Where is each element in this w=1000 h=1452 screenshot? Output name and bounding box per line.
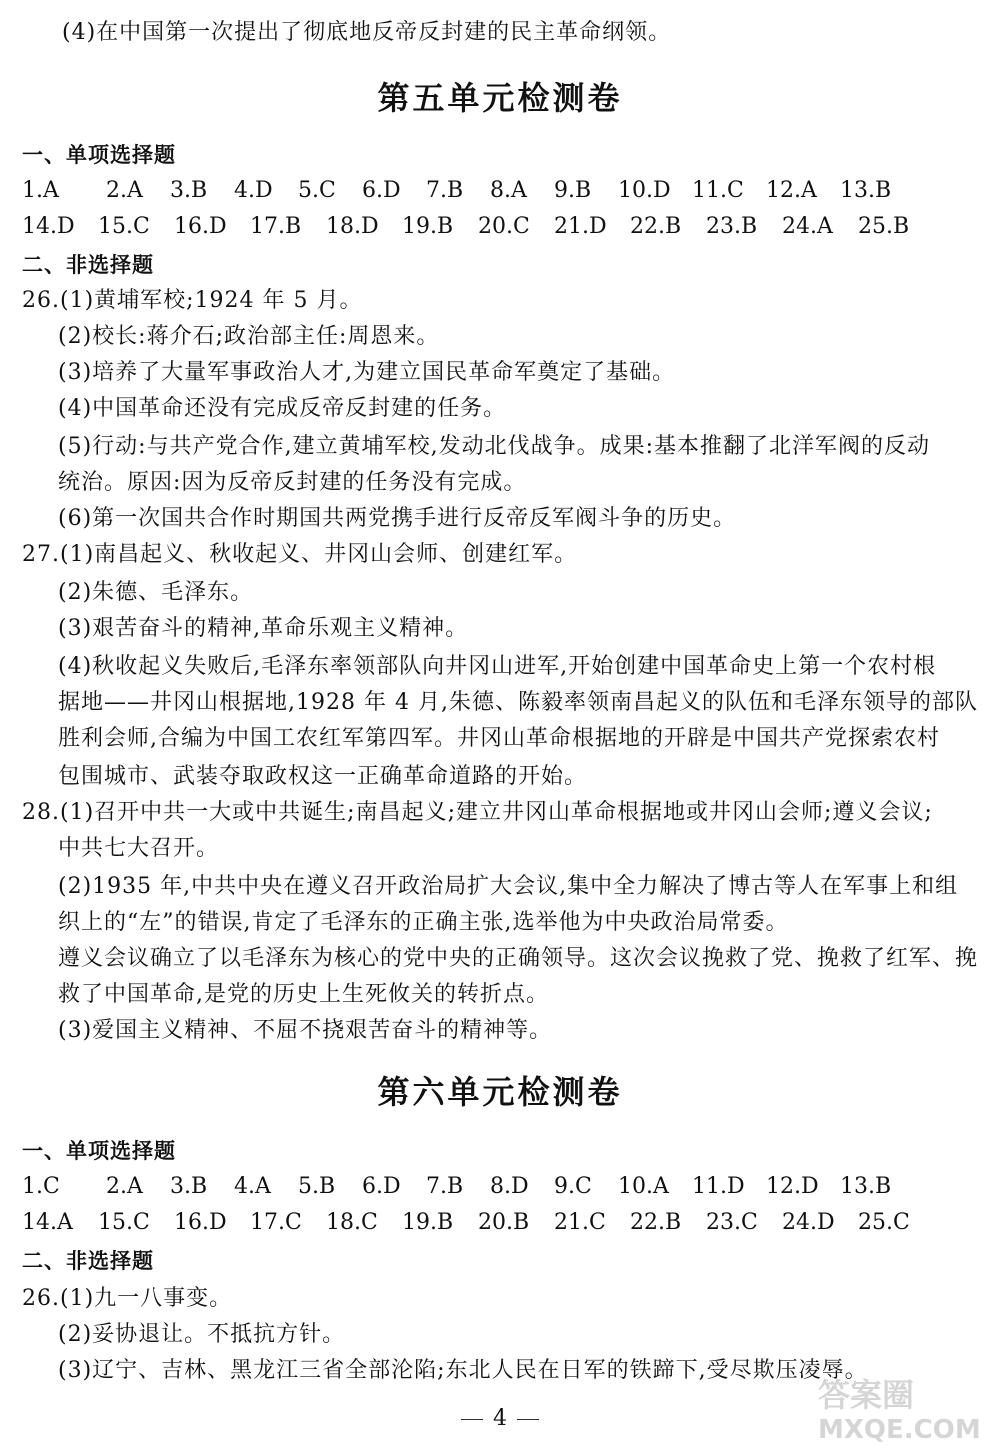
watermark-text: 答案圈: [818, 1376, 915, 1414]
text-line: (3)培养了大量军事政治人才,为建立国民革命军奠定了基础。: [58, 360, 676, 385]
watermark-logo: [810, 1366, 990, 1446]
text-line: (2)朱德、毛泽东。: [58, 580, 254, 605]
answer: 9.C: [554, 1174, 592, 1199]
unit6-answers-row1: [22, 1172, 914, 1202]
answer: 2.A: [106, 178, 143, 203]
watermark-url: MXQE.COM: [818, 1415, 981, 1445]
answer: 17.B: [250, 214, 302, 239]
answer: 1.C: [22, 1174, 60, 1199]
answer: 14.D: [22, 214, 75, 239]
unit6-section2-heading: 二、非选择题: [22, 1248, 154, 1273]
answer: 25.B: [858, 214, 910, 239]
answer: 10.D: [618, 178, 671, 203]
answer: 5.B: [298, 1174, 336, 1199]
answer: 3.B: [170, 178, 208, 203]
text-line: (3)爱国主义精神、不屈不挠艰苦奋斗的精神等。: [58, 1018, 553, 1043]
unit6-section1-heading: 一、单项选择题: [22, 1138, 176, 1163]
answer: 23.C: [706, 1210, 758, 1235]
answer: 20.B: [478, 1210, 530, 1235]
text-line: 救了中国革命,是党的历史上生死攸关的转折点。: [58, 982, 549, 1007]
text-line: 织上的“左”的错误,肯定了毛泽东的正确主张,选举他为中央政治局常委。: [58, 910, 789, 935]
answer: 4.A: [234, 1174, 271, 1199]
unit5-answers-row2: [22, 212, 934, 242]
answer: 10.A: [618, 1174, 669, 1199]
text-line: 胜利会师,合编为中国工农红军第四军。井冈山革命根据地的开辟是中国共产党探索农村: [58, 726, 940, 751]
answer: 24.D: [782, 1210, 835, 1235]
answer: 15.C: [98, 1210, 150, 1235]
answer: 24.A: [782, 214, 833, 239]
answer: 7.B: [426, 178, 464, 203]
answer: 16.D: [174, 1210, 227, 1235]
answer: 8.D: [490, 1174, 529, 1199]
text-line: 遵义会议确立了以毛泽东为核心的党中央的正确领导。这次会议挽救了党、挽救了红军、挽: [58, 946, 979, 971]
answer: 11.D: [692, 1174, 745, 1199]
text-line: 中共七大召开。: [58, 836, 220, 861]
unit6-answers-row2: [22, 1208, 934, 1238]
answer: 22.B: [630, 1210, 682, 1235]
text-line: (2)妥协退让。不抵抗方针。: [58, 1322, 346, 1347]
text-line: (2)1935 年,中共中央在遵义召开政治局扩大会议,集中全力解决了博古等人在军事上和组: [58, 874, 959, 899]
answer: 12.D: [766, 1174, 819, 1199]
answer: 23.B: [706, 214, 758, 239]
answer: 17.C: [250, 1210, 302, 1235]
answer: 2.A: [106, 1174, 143, 1199]
answer: 5.C: [298, 178, 336, 203]
answer: 15.C: [98, 214, 150, 239]
text-line: (3)辽宁、吉林、黑龙江三省全部沦陷;东北人民在日军的铁蹄下,受尽欺压凌辱。: [58, 1358, 868, 1383]
answer: 19.B: [402, 214, 454, 239]
text-line: (5)行动:与共产党合作,建立黄埔军校,发动北伐战争。成果:基本推翻了北洋军阀的反动: [58, 434, 930, 459]
text-line: 26.(1)九一八事变。: [22, 1286, 233, 1311]
text-line: 28.(1)召开中共一大或中共诞生;南昌起义;建立井冈山革命根据地或井冈山会师;遵义会议;: [22, 800, 933, 825]
answer: 19.B: [402, 1210, 454, 1235]
unit5-answers-row1: [22, 176, 914, 206]
answer: 16.D: [174, 214, 227, 239]
text-line: 统治。原因:因为反帝反封建的任务没有完成。: [58, 470, 527, 495]
answer: 3.B: [170, 1174, 208, 1199]
text-line: 包围城市、武装夺取政权这一正确革命道路的开始。: [58, 764, 588, 789]
answer: 4.D: [234, 178, 273, 203]
answer: 18.D: [326, 214, 379, 239]
answer: 12.A: [766, 178, 817, 203]
text-line: 据地——井冈山根据地,1928 年 4 月,朱德、陈毅率领南昌起义的队伍和毛泽东领导的部队: [58, 690, 978, 715]
answer: 11.C: [692, 178, 744, 203]
unit6-title: 第六单元检测卷: [377, 1073, 623, 1111]
answer: 14.A: [22, 1210, 73, 1235]
answer: 25.C: [858, 1210, 910, 1235]
answer: 13.B: [840, 1174, 892, 1199]
answer: 1.A: [22, 178, 59, 203]
answer: 22.B: [630, 214, 682, 239]
unit5-section2-heading: 二、非选择题: [22, 252, 154, 277]
text-line: (4)在中国第一次提出了彻底地反帝反封建的民主革命纲领。: [62, 20, 672, 45]
text-line: 27.(1)南昌起义、秋收起义、井冈山会师、创建红军。: [22, 542, 578, 567]
text-line: (2)校长:蒋介石;政治部主任:周恩来。: [58, 324, 440, 349]
answer: 18.C: [326, 1210, 378, 1235]
answer: 8.A: [490, 178, 527, 203]
unit5-title: 第五单元检测卷: [377, 79, 623, 117]
page-number: 4: [0, 1406, 1000, 1431]
answer: 20.C: [478, 214, 530, 239]
text-line: (6)第一次国共合作时期国共两党携手进行反帝反军阀斗争的历史。: [58, 506, 737, 531]
answer: 6.D: [362, 1174, 401, 1199]
answer: 21.D: [554, 214, 607, 239]
answer: 7.B: [426, 1174, 464, 1199]
answer: 9.B: [554, 178, 592, 203]
answer: 6.D: [362, 178, 401, 203]
text-line: (3)艰苦奋斗的精神,革命乐观主义精神。: [58, 616, 469, 641]
answer: 13.B: [840, 178, 892, 203]
text-line: (4)秋收起义失败后,毛泽东率领部队向井冈山进军,开始创建中国革命史上第一个农村根: [58, 654, 937, 679]
answer: 21.C: [554, 1210, 606, 1235]
text-line: 26.(1)黄埔军校;1924 年 5 月。: [22, 288, 363, 313]
unit5-section1-heading: 一、单项选择题: [22, 142, 176, 167]
text-line: (4)中国革命还没有完成反帝反封建的任务。: [58, 396, 507, 421]
